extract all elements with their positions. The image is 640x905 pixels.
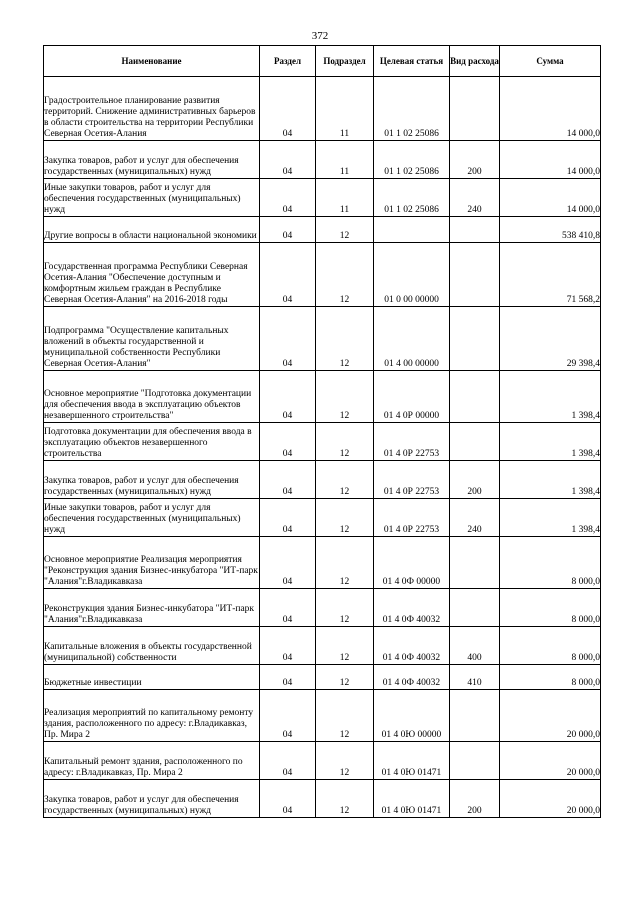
row-subsection: 12 bbox=[316, 742, 374, 780]
row-subsection: 12 bbox=[316, 589, 374, 627]
row-subsection: 12 bbox=[316, 499, 374, 537]
row-section: 04 bbox=[260, 589, 316, 627]
row-sum: 1 398,4 bbox=[500, 499, 601, 537]
row-section: 04 bbox=[260, 665, 316, 690]
row-sum: 14 000,0 bbox=[500, 77, 601, 141]
row-kind bbox=[450, 243, 500, 307]
row-name: Иные закупки товаров, работ и услуг для обеспечения государственных (муниципальных) нужд bbox=[44, 499, 260, 537]
table-row bbox=[44, 780, 601, 818]
row-target bbox=[374, 217, 450, 243]
row-kind: 200 bbox=[450, 141, 500, 179]
row-name: Закупка товаров, работ и услуг для обеспечения государственных (муниципальных) нужд bbox=[44, 141, 260, 179]
row-target: 01 4 0Ф 40032 bbox=[374, 627, 450, 665]
row-target: 01 1 02 25086 bbox=[374, 179, 450, 217]
row-section: 04 bbox=[260, 179, 316, 217]
row-section: 04 bbox=[260, 780, 316, 818]
row-name: Бюджетные инвестиции bbox=[44, 665, 260, 690]
row-target: 01 4 00 00000 bbox=[374, 307, 450, 371]
row-target: 01 4 0Ю 01471 bbox=[374, 780, 450, 818]
row-subsection: 11 bbox=[316, 179, 374, 217]
row-kind bbox=[450, 690, 500, 742]
row-kind: 200 bbox=[450, 461, 500, 499]
row-name: Реконструкция здания Бизнес-инкубатора "ИТ-парк "Алания"г.Владикавказа bbox=[44, 589, 260, 627]
row-section: 04 bbox=[260, 77, 316, 141]
row-subsection: 12 bbox=[316, 371, 374, 423]
column-header-target: Целевая статья bbox=[374, 46, 450, 77]
row-sum: 8 000,0 bbox=[500, 627, 601, 665]
row-kind bbox=[450, 217, 500, 243]
row-sum: 8 000,0 bbox=[500, 537, 601, 589]
row-target: 01 4 0Ф 00000 bbox=[374, 537, 450, 589]
row-subsection: 11 bbox=[316, 77, 374, 141]
row-kind bbox=[450, 77, 500, 141]
row-name: Закупка товаров, работ и услуг для обеспечения государственных (муниципальных) нужд bbox=[44, 780, 260, 818]
row-sum: 14 000,0 bbox=[500, 141, 601, 179]
row-sum: 29 398,4 bbox=[500, 307, 601, 371]
row-name: Закупка товаров, работ и услуг для обеспечения государственных (муниципальных) нужд bbox=[44, 461, 260, 499]
table-header-row bbox=[44, 46, 601, 77]
table-row bbox=[44, 371, 601, 423]
row-name: Подпрограмма "Осуществление капитальных вложений в объекты государственной и муниципальной собственности Республики Северная Осетия-Алания" bbox=[44, 307, 260, 371]
row-section: 04 bbox=[260, 627, 316, 665]
row-name: Основное мероприятие Реализация мероприятия "Реконструкция здания Бизнес-инкубатора "ИТ-парк "Алания"г.Владикавказа bbox=[44, 537, 260, 589]
table-row bbox=[44, 537, 601, 589]
row-subsection: 12 bbox=[316, 243, 374, 307]
row-section: 04 bbox=[260, 217, 316, 243]
row-sum: 71 568,2 bbox=[500, 243, 601, 307]
column-header-section: Раздел bbox=[260, 46, 316, 77]
table-row bbox=[44, 217, 601, 243]
row-section: 04 bbox=[260, 423, 316, 461]
row-name: Основное мероприятие "Подготовка документации для обеспечения ввода в эксплуатацию объектов незавершенного строительства" bbox=[44, 371, 260, 423]
row-subsection: 12 bbox=[316, 690, 374, 742]
row-target: 01 4 0Ю 01471 bbox=[374, 742, 450, 780]
row-name: Иные закупки товаров, работ и услуг для обеспечения государственных (муниципальных) нужд bbox=[44, 179, 260, 217]
row-subsection: 11 bbox=[316, 141, 374, 179]
row-kind bbox=[450, 371, 500, 423]
row-name: Капитальный ремонт здания, расположенного по адресу: г.Владикавказ, Пр. Мира 2 bbox=[44, 742, 260, 780]
table-row bbox=[44, 589, 601, 627]
row-target: 01 0 00 00000 bbox=[374, 243, 450, 307]
row-sum: 20 000,0 bbox=[500, 742, 601, 780]
row-name: Капитальные вложения в объекты государственной (муниципальной) собственности bbox=[44, 627, 260, 665]
row-name: Государственная программа Республики Северная Осетия-Алания "Обеспечение доступным и комфортным жильем граждан в Республике Северная Осетия-Алания" на 2016-2018 годы bbox=[44, 243, 260, 307]
row-subsection: 12 bbox=[316, 665, 374, 690]
table-row bbox=[44, 665, 601, 690]
row-kind: 240 bbox=[450, 499, 500, 537]
table-row bbox=[44, 627, 601, 665]
row-kind: 400 bbox=[450, 627, 500, 665]
row-section: 04 bbox=[260, 141, 316, 179]
table-row bbox=[44, 423, 601, 461]
row-subsection: 12 bbox=[316, 627, 374, 665]
table-row bbox=[44, 307, 601, 371]
page-number: 372 bbox=[311, 30, 329, 42]
column-header-name: Наименование bbox=[44, 46, 260, 77]
row-name: Градостроительное планирование развития территорий. Снижение административных барьеров в области строительства на территории Республики Северная Осетия-Алания bbox=[44, 77, 260, 141]
row-section: 04 bbox=[260, 537, 316, 589]
row-sum: 538 410,8 bbox=[500, 217, 601, 243]
row-section: 04 bbox=[260, 371, 316, 423]
row-section: 04 bbox=[260, 243, 316, 307]
row-subsection: 12 bbox=[316, 537, 374, 589]
row-subsection: 12 bbox=[316, 780, 374, 818]
table-row bbox=[44, 179, 601, 217]
table-row bbox=[44, 690, 601, 742]
row-sum: 1 398,4 bbox=[500, 461, 601, 499]
row-section: 04 bbox=[260, 307, 316, 371]
table-row bbox=[44, 77, 601, 141]
table-row bbox=[44, 243, 601, 307]
budget-table bbox=[43, 45, 601, 818]
row-subsection: 12 bbox=[316, 307, 374, 371]
row-target: 01 4 0Р 22753 bbox=[374, 461, 450, 499]
row-name: Другие вопросы в области национальной экономики bbox=[44, 217, 260, 243]
row-kind bbox=[450, 589, 500, 627]
row-kind: 410 bbox=[450, 665, 500, 690]
row-subsection: 12 bbox=[316, 461, 374, 499]
row-target: 01 4 0Ю 00000 bbox=[374, 690, 450, 742]
table-row bbox=[44, 461, 601, 499]
row-target: 01 4 0Р 22753 bbox=[374, 499, 450, 537]
row-kind bbox=[450, 423, 500, 461]
column-header-subsection: Подраздел bbox=[316, 46, 374, 77]
row-kind bbox=[450, 537, 500, 589]
row-section: 04 bbox=[260, 690, 316, 742]
row-kind: 240 bbox=[450, 179, 500, 217]
row-sum: 14 000,0 bbox=[500, 179, 601, 217]
table-row bbox=[44, 141, 601, 179]
column-header-sum: Сумма bbox=[500, 46, 601, 77]
row-target: 01 1 02 25086 bbox=[374, 141, 450, 179]
row-kind: 200 bbox=[450, 780, 500, 818]
row-name: Реализация мероприятий по капитальному ремонту здания, расположенного по адресу: г.Владикавказ, Пр. Мира 2 bbox=[44, 690, 260, 742]
row-name: Подготовка документации для обеспечения ввода в эксплуатацию объектов незавершенного строительства bbox=[44, 423, 260, 461]
row-sum: 20 000,0 bbox=[500, 690, 601, 742]
row-section: 04 bbox=[260, 499, 316, 537]
row-target: 01 4 0Ф 40032 bbox=[374, 589, 450, 627]
row-target: 01 1 02 25086 bbox=[374, 77, 450, 141]
row-section: 04 bbox=[260, 742, 316, 780]
row-kind bbox=[450, 307, 500, 371]
column-header-kind: Вид расхода bbox=[450, 46, 500, 77]
row-kind bbox=[450, 742, 500, 780]
row-section: 04 bbox=[260, 461, 316, 499]
row-target: 01 4 0Р 00000 bbox=[374, 371, 450, 423]
row-sum: 1 398,4 bbox=[500, 423, 601, 461]
row-target: 01 4 0Р 22753 bbox=[374, 423, 450, 461]
table-row bbox=[44, 742, 601, 780]
table-row bbox=[44, 499, 601, 537]
row-target: 01 4 0Ф 40032 bbox=[374, 665, 450, 690]
row-sum: 20 000,0 bbox=[500, 780, 601, 818]
row-sum: 1 398,4 bbox=[500, 371, 601, 423]
row-subsection: 12 bbox=[316, 217, 374, 243]
row-subsection: 12 bbox=[316, 423, 374, 461]
row-sum: 8 000,0 bbox=[500, 665, 601, 690]
row-sum: 8 000,0 bbox=[500, 589, 601, 627]
